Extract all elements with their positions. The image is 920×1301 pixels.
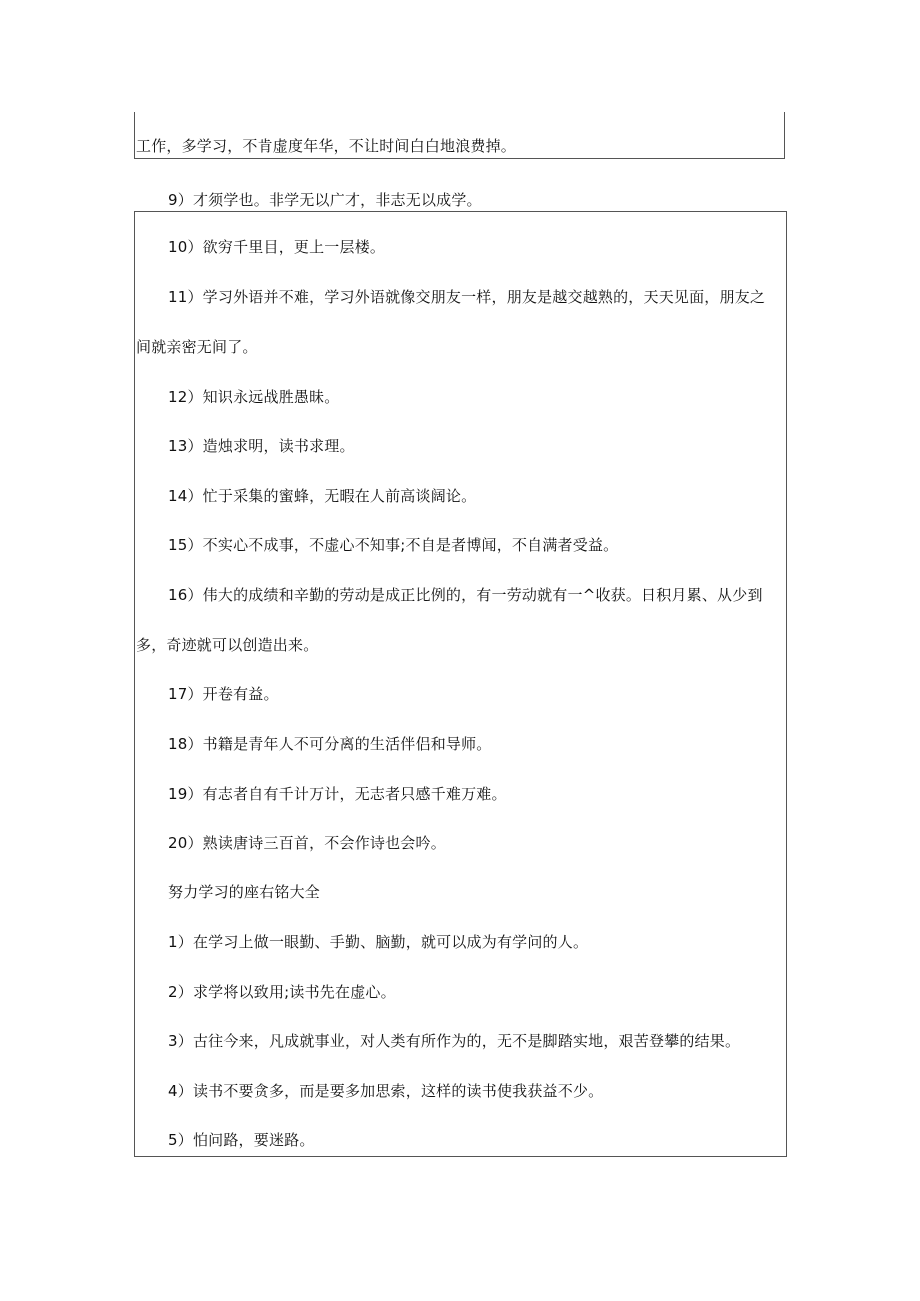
list-item-9: 9）才须学也。非学无以广才，非志无以成学。 — [168, 191, 482, 209]
list-item: 10）欲穷千里目，更上一层楼。 — [168, 238, 386, 256]
list-item: 17）开卷有益。 — [168, 685, 279, 703]
list-item: 1）在学习上做一眼勤、手勤、脑勤，就可以成为有学问的人。 — [168, 933, 589, 951]
list-item: 16）伟大的成绩和辛勤的劳动是成正比例的，有一劳动就有一^收获。日积月累、从少到 — [168, 586, 763, 604]
list-item: 5）怕问路，要迷路。 — [168, 1131, 315, 1149]
section-title: 努力学习的座右铭大全 — [168, 883, 321, 901]
list-item: 12）知识永远战胜愚昧。 — [168, 388, 340, 406]
list-item: 2）求学将以致用;读书先在虚心。 — [168, 983, 396, 1001]
list-item: 14）忙于采集的蜜蜂，无暇在人前高谈阔论。 — [168, 487, 477, 505]
list-item: 13）造烛求明，读书求理。 — [168, 437, 355, 455]
list-item: 19）有志者自有千计万计，无志者只感千难万难。 — [168, 785, 507, 803]
list-item-continuation: 多，奇迹就可以创造出来。 — [136, 636, 319, 654]
continued-text-line: 工作，多学习，不肯虚度年华，不让时间白白地浪费掉。 — [136, 137, 517, 155]
list-item: 15）不实心不成事，不虚心不知事;不自是者博闻，不自满者受益。 — [168, 536, 619, 554]
list-item: 4）读书不要贪多，而是要多加思索，这样的读书使我获益不少。 — [168, 1082, 604, 1100]
list-item: 18）书籍是青年人不可分离的生活伴侣和导师。 — [168, 735, 492, 753]
list-item: 20）熟读唐诗三百首，不会作诗也会吟。 — [168, 834, 446, 852]
list-item-continuation: 间就亲密无间了。 — [136, 338, 258, 356]
list-item: 3）古往今来，凡成就事业，对人类有所作为的，无不是脚踏实地，艰苦登攀的结果。 — [168, 1032, 741, 1050]
list-item: 11）学习外语并不难，学习外语就像交朋友一样，朋友是越交越熟的，天天见面，朋友之 — [168, 288, 766, 306]
